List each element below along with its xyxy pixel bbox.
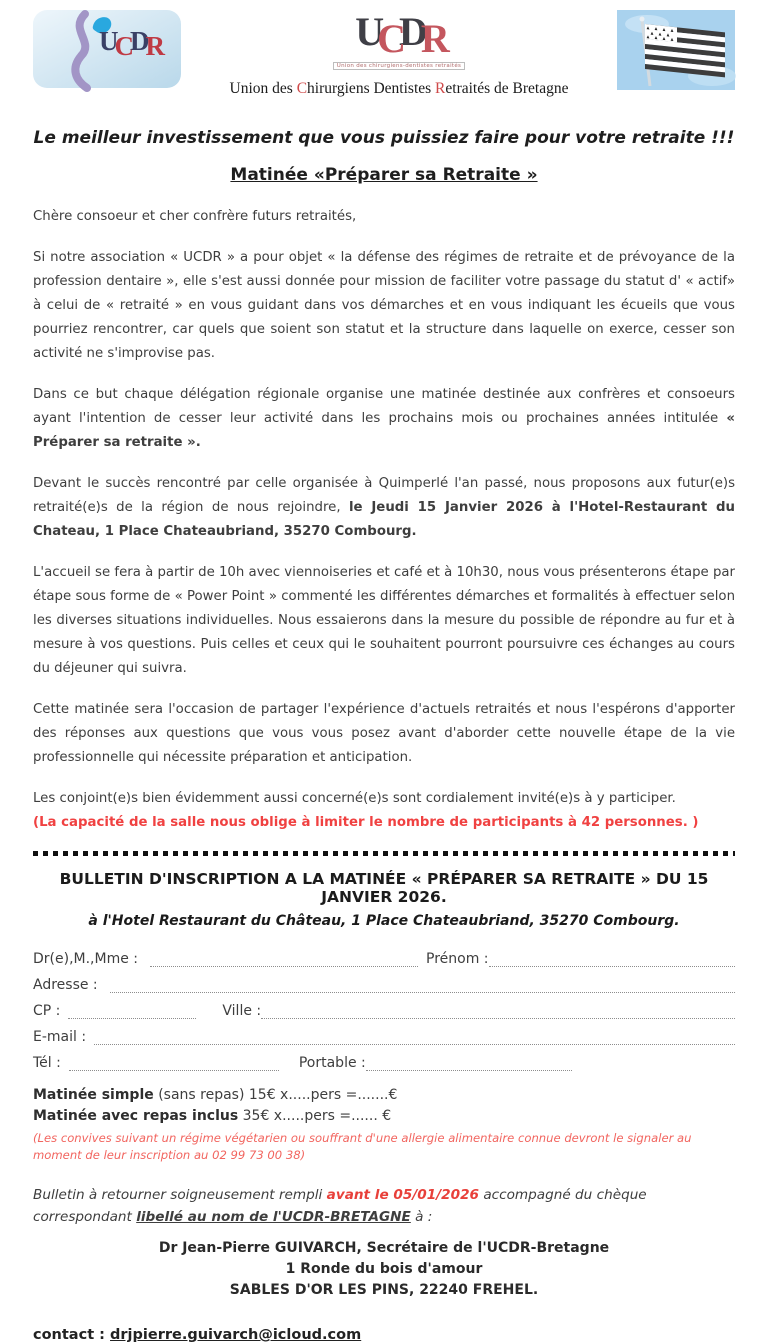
breton-flag-logo: [617, 10, 735, 90]
bulletin-subtitle: à l'Hotel Restaurant du Château, 1 Place Chateaubriand, 35270 Combourg.: [88, 913, 680, 929]
address-field: [110, 981, 735, 993]
header: [33, 10, 735, 106]
mobile-field: [366, 1059, 572, 1071]
organization-name: Union des Chirurgiens Dentistes Retraités de Bretagne: [229, 80, 569, 97]
pricing-option-repas: Matinée avec repas inclus 35€ x.....pers =...... €: [33, 1108, 392, 1124]
form-row-phone: [33, 1055, 735, 1071]
pricing-options: [33, 1085, 735, 1164]
cp-label: CP :: [33, 1003, 61, 1019]
phone-label: Tél :: [33, 1055, 61, 1071]
ucdr-badge-logo: [33, 10, 181, 88]
contact-line: [33, 1327, 735, 1343]
capacity-warning: (La capacité de la salle nous oblige à limiter le nombre de participants à 42 personnes. ): [33, 815, 699, 830]
ucdr-logo-caption: Union des chirurgiens-dentistes retraités: [333, 62, 465, 70]
email-field: [94, 1033, 735, 1045]
ucdr-center-logo: [181, 10, 617, 98]
firstname-label: Prénom :: [426, 951, 489, 967]
letter-body: [33, 205, 735, 835]
return-instructions: Bulletin à retourner soigneusement rempli avant le 05/01/2026 accompagné du chèque correspondant libellé au nom de l'UCDR-BRETAGNE à :: [33, 1187, 647, 1225]
form-row-name: [33, 951, 735, 967]
contact-label: contact :: [33, 1327, 111, 1343]
document-subtitle: Matinée «Préparer sa Retraite »: [230, 165, 538, 185]
pricing-option-simple: Matinée simple (sans repas) 15€ x.....pers =.......€: [33, 1087, 398, 1103]
form-row-address: [33, 977, 735, 993]
name-field: [150, 955, 418, 967]
address-line-3: SABLES D'OR LES PINS, 22240 FREHEL.: [229, 1282, 539, 1298]
cp-field: [68, 1007, 196, 1019]
ucdr-badge-letters: UCDR: [99, 26, 161, 61]
address-label: Adresse :: [33, 977, 98, 993]
paragraph-event-date: Devant le succès rencontré par celle organisée à Quimperlé l'an passé, nous proposons aux futur(e)s retraité(e)s de la région de nous rejoindre, le Jeudi 15 Janvier 2026 à l'Hotel-Restaurant du Chateau, 1 Place Chateaubriand, 35270 Combourg.: [33, 476, 736, 539]
email-label: E-mail :: [33, 1029, 87, 1045]
paragraph-experience: Cette matinée sera l'occasion de partager l'expérience d'actuels retraités et nous l'espérons d'apporter des réponses aux questions que vous vous posez avant d'aborder cette nouvelle étape de la vie professionnelle qui nécessite préparation et anticipation.: [33, 702, 735, 765]
paragraph-matinee: Dans ce but chaque délégation régionale organise une matinée destinée aux confrères et consoeurs ayant l'intention de cesser leur activité dans les prochains mois ou prochaines années intitulée « Préparer sa retraite ».: [33, 387, 735, 450]
mobile-label: Portable :: [298, 1055, 366, 1071]
deadline-date: avant le 05/01/2026: [326, 1187, 479, 1203]
city-field: [261, 1007, 735, 1019]
paragraph-association: Si notre association « UCDR » a pour objet « la défense des régimes de retraite et de prévoyance de la profession dentaire », elle s'est aussi donnée pour mission de faciliter votre passage du statut d' « actif» à celui de « retraité » en vous guidant dans vos démarches et en vous indiquant les écueils que vous pourriez rencontrer, car quels que soient son statut et la structure dans laquelle on exerce, cesser son activité ne s'improvise pas.: [33, 250, 735, 361]
form-row-email: [33, 1029, 735, 1045]
paragraph-program: L'accueil se fera à partir de 10h avec viennoiseries et café et à 10h30, nous vous présenterons étape par étape sous forme de « Power Point » commenté les différentes démarches et formalités à effectuer selon les diverses situations individuelles. Nous essaierons dans la mesure du possible de répondre au fur et à mesure à vos questions. Puis celles et ceux qui le souhaitent pourront poursuivre ces échanges au cours du déjeuner qui suivra.: [33, 565, 735, 676]
paragraph-conjoints: Les conjoint(e)s bien évidemment aussi concerné(e)s sont cordialement invité(e)s à y participer.: [33, 791, 676, 806]
address-line-2: 1 Ronde du bois d'amour: [285, 1261, 483, 1277]
mailing-address: [33, 1238, 735, 1301]
name-label: Dr(e),M.,Mme :: [33, 951, 138, 967]
allergy-note: (Les convives suivant un régime végétarien ou souffrant d'une allergie alimentaire connue devront le signaler au moment de leur inscription au 02 99 73 00 38): [33, 1131, 692, 1162]
dotted-cut-line: [33, 851, 735, 856]
cheque-payee: libellé au nom de l'UCDR-BRETAGNE: [136, 1209, 411, 1225]
firstname-field: [489, 955, 735, 967]
phone-field: [69, 1059, 279, 1071]
address-line-1: Dr Jean-Pierre GUIVARCH, Secrétaire de l'UCDR-Bretagne: [158, 1240, 610, 1256]
salutation: Chère consoeur et cher confrère futurs retraités,: [33, 209, 357, 224]
document-title: Le meilleur investissement que vous puissiez faire pour votre retraite !!!: [33, 128, 735, 148]
contact-email-link[interactable]: drjpierre.guivarch@icloud.com: [110, 1327, 362, 1343]
ucdr-wordmark: UCDR: [355, 9, 443, 61]
bulletin-title: BULLETIN D'INSCRIPTION A LA MATINÉE « PRÉPARER SA RETRAITE » DU 15 JANVIER 2026.: [59, 870, 709, 906]
form-row-city: [33, 1003, 735, 1019]
breton-flag-icon: [617, 10, 735, 90]
city-label: Ville :: [222, 1003, 262, 1019]
registration-form: [33, 951, 735, 1071]
